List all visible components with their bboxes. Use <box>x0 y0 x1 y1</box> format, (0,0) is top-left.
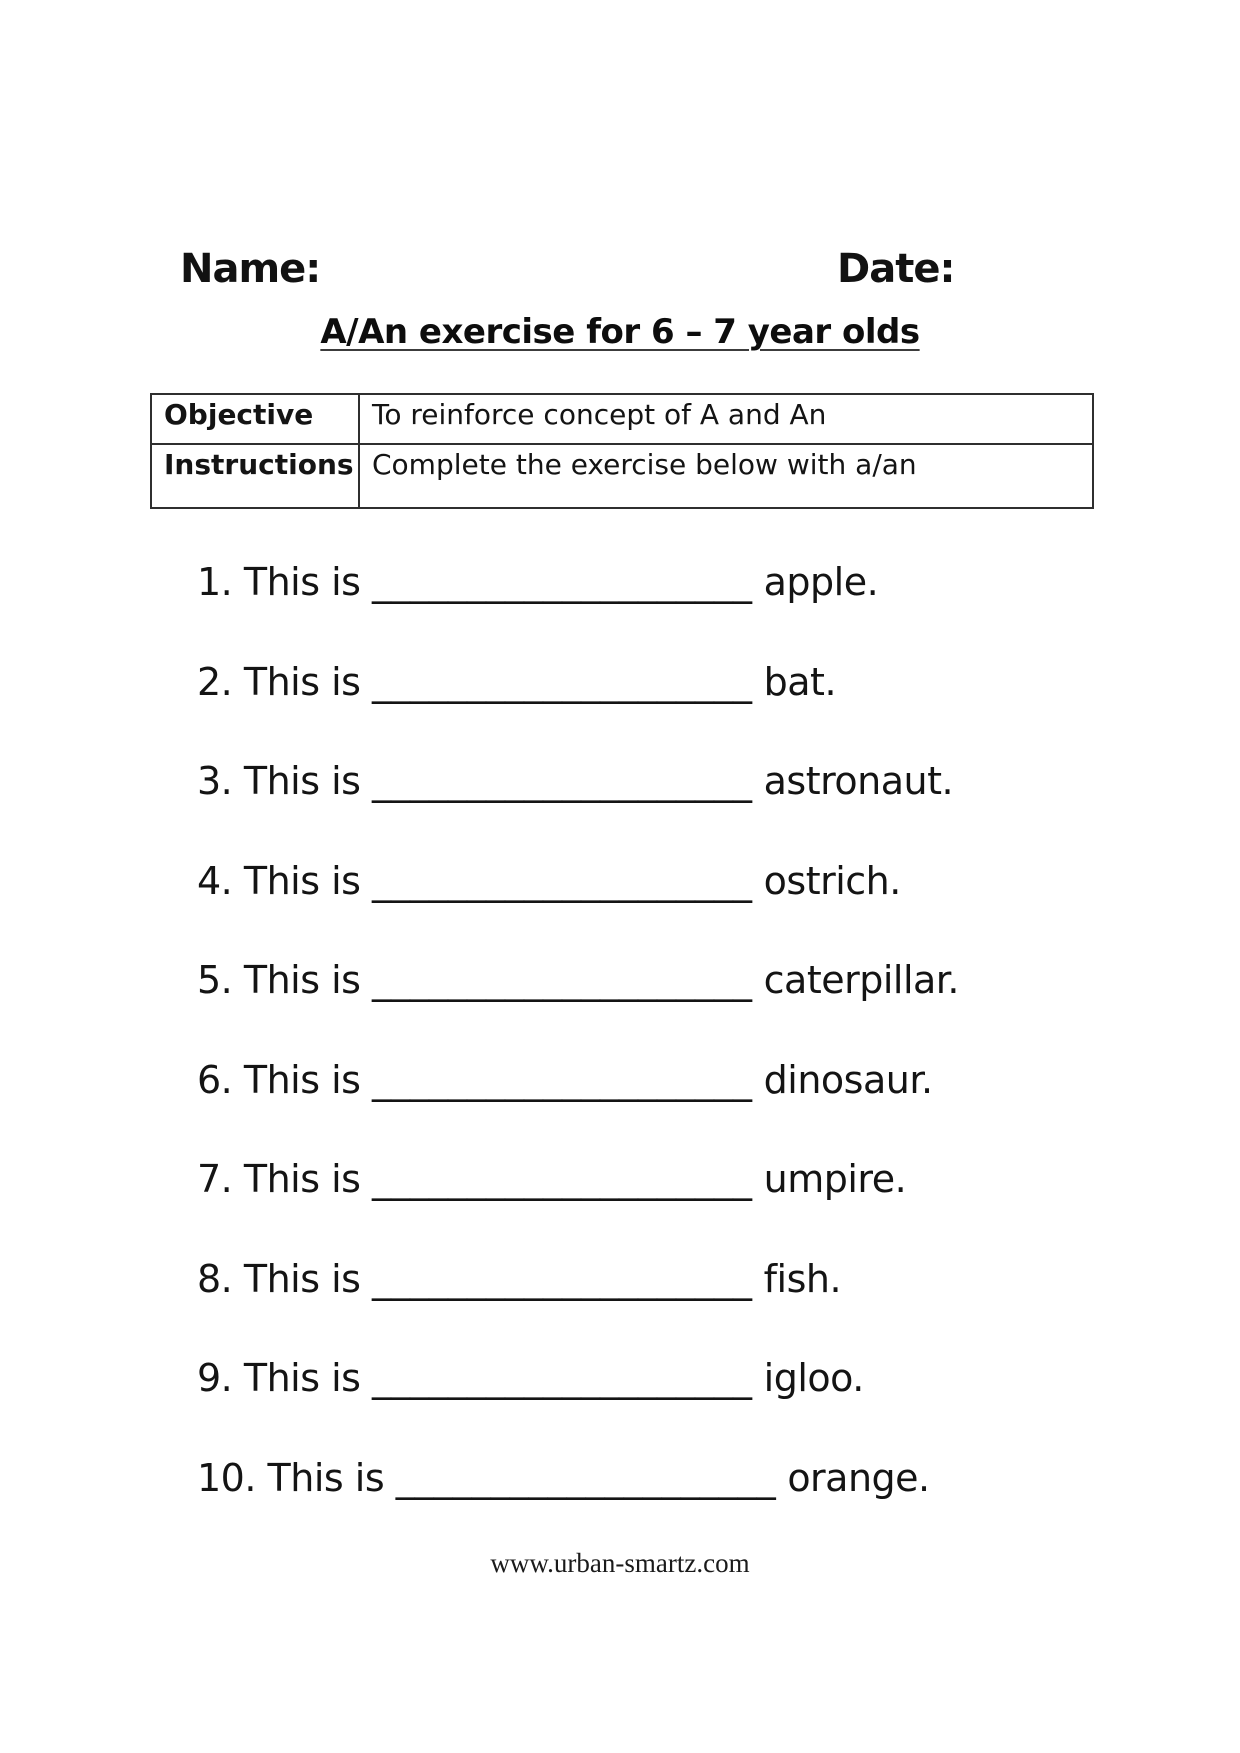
page-title: A/An exercise for 6 – 7 year olds <box>320 312 920 352</box>
item-blank: ____________________ <box>395 1455 776 1500</box>
item-number: 5. <box>197 958 233 1002</box>
exercise-item <box>197 958 959 1002</box>
item-blank: ____________________ <box>372 958 753 1002</box>
item-prompt: This is <box>243 659 361 704</box>
exercise-item <box>197 560 878 604</box>
footer-url: www.urban-smartz.com <box>490 1548 750 1578</box>
name-label: Name: <box>180 246 321 292</box>
item-word: igloo. <box>763 1356 864 1400</box>
item-blank: ____________________ <box>372 1157 753 1201</box>
exercise-item <box>197 1356 864 1400</box>
item-number: 2. <box>197 659 233 704</box>
item-prompt: This is <box>267 1455 385 1500</box>
item-number: 3. <box>197 759 233 803</box>
item-prompt: This is <box>243 858 361 903</box>
item-blank: ____________________ <box>372 659 753 704</box>
item-number: 7. <box>197 1157 233 1201</box>
item-prompt: This is <box>243 1157 361 1201</box>
item-prompt: This is <box>243 1057 361 1102</box>
exercise-item <box>197 1157 906 1201</box>
item-word: umpire. <box>763 1157 907 1201</box>
title-wrap <box>0 312 1240 352</box>
item-prompt: This is <box>243 1256 361 1301</box>
info-table-row <box>151 444 1093 508</box>
item-prompt: This is <box>243 958 361 1002</box>
info-table-body <box>151 394 1093 508</box>
item-blank: ____________________ <box>372 1057 753 1102</box>
item-word: bat. <box>763 659 837 704</box>
item-blank: ____________________ <box>372 1256 753 1301</box>
item-word: fish. <box>763 1256 842 1301</box>
item-word: caterpillar. <box>763 958 960 1002</box>
date-label: Date: <box>837 246 955 292</box>
item-number: 1. <box>197 560 233 604</box>
item-word: orange. <box>787 1455 930 1500</box>
exercise-item <box>197 1257 841 1301</box>
item-blank: ____________________ <box>372 1356 753 1400</box>
item-number: 8. <box>197 1256 233 1301</box>
exercise-item <box>197 660 836 704</box>
item-prompt: This is <box>243 560 361 604</box>
item-number: 4. <box>197 858 233 903</box>
info-table <box>150 393 1094 509</box>
exercise-item <box>197 1058 933 1102</box>
info-row-value: To reinforce concept of A and An <box>359 394 1093 444</box>
item-number: 10. <box>197 1455 256 1500</box>
item-blank: ____________________ <box>372 759 753 803</box>
item-prompt: This is <box>243 759 361 803</box>
item-prompt: This is <box>243 1356 361 1400</box>
item-word: ostrich. <box>763 858 901 903</box>
info-row-label: Instructions <box>151 444 359 508</box>
item-word: astronaut. <box>763 759 954 803</box>
item-number: 9. <box>197 1356 233 1400</box>
exercise-item <box>197 759 953 803</box>
info-row-label: Objective <box>151 394 359 444</box>
item-word: apple. <box>763 560 879 604</box>
info-table-row <box>151 394 1093 444</box>
item-blank: ____________________ <box>372 560 753 604</box>
exercise-item <box>197 859 901 903</box>
exercise-item <box>197 1456 930 1500</box>
info-row-value: Complete the exercise below with a/an <box>359 444 1093 508</box>
item-blank: ____________________ <box>372 858 753 903</box>
item-word: dinosaur. <box>763 1057 933 1102</box>
item-number: 6. <box>197 1057 233 1102</box>
